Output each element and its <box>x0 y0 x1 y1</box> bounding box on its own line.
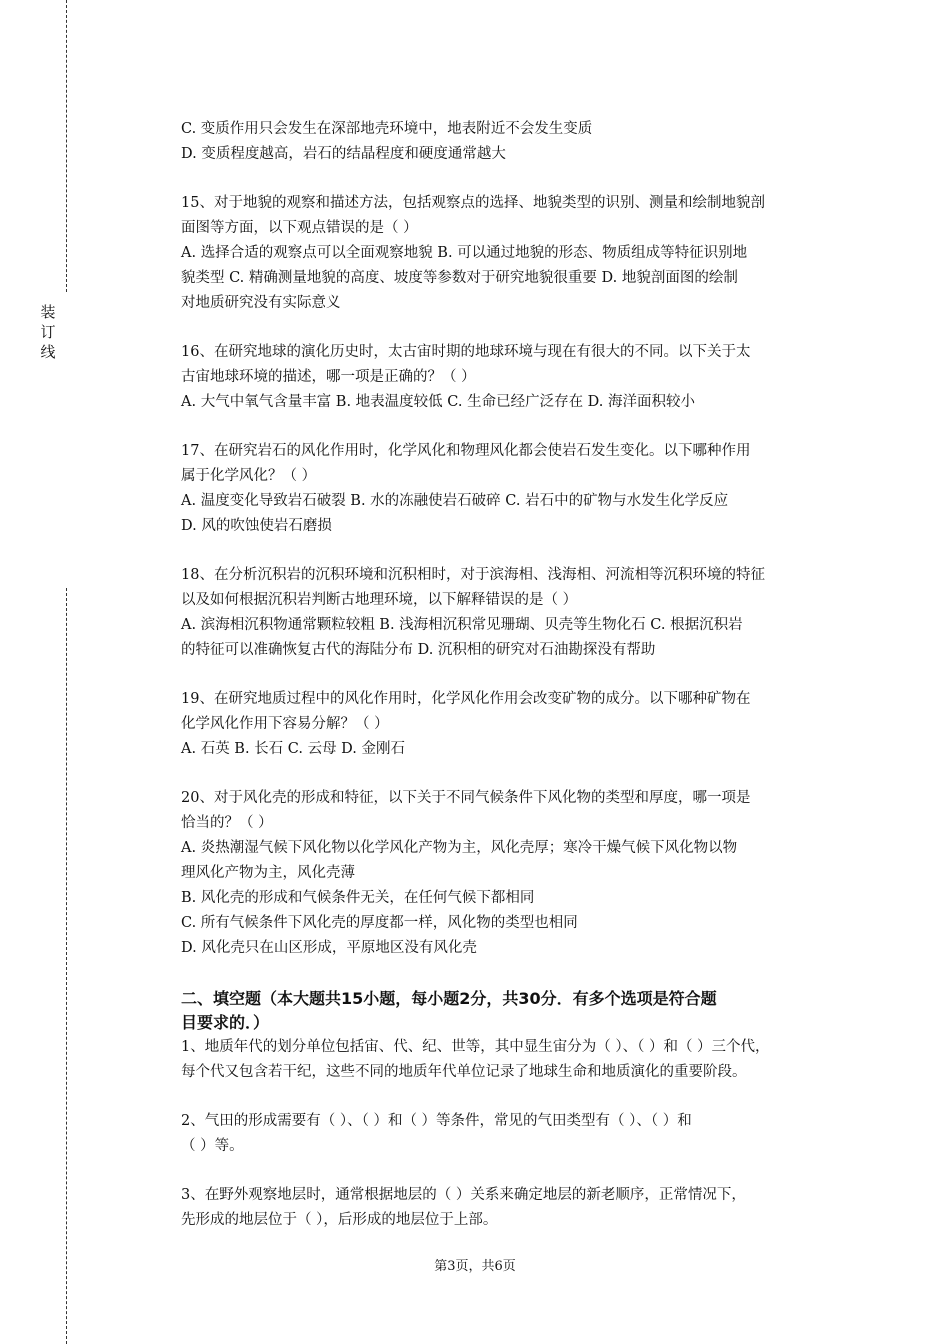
question-line: 19、在研究地质过程中的风化作用时，化学风化作用会改变矿物的成分。以下哪种矿物在 <box>181 691 751 707</box>
question-line: 2、气田的形成需要有（ ）、（ ）和（ ）等条件，常见的气田类型有（ ）、（ ）和 <box>181 1113 692 1129</box>
question-18 <box>181 563 849 663</box>
binding-label <box>38 302 58 362</box>
question-14-options <box>181 117 849 167</box>
binding-label-char: 线 <box>40 343 56 361</box>
binding-dashed-line-top <box>66 0 67 292</box>
exam-content <box>181 117 849 1233</box>
question-line: 化学风化作用下容易分解？（ ） <box>181 716 389 732</box>
fill-blank-1 <box>181 1035 849 1085</box>
question-line: 17、在研究岩石的风化作用时，化学风化和物理风化都会使岩石发生变化。以下哪种作用 <box>181 443 751 459</box>
question-line: 古宙地球环境的描述，哪一项是正确的？（ ） <box>181 369 476 385</box>
option-line: A. 温度变化导致岩石破裂 B. 水的冻融使岩石破碎 C. 岩石中的矿物与水发生化学反应 <box>181 493 729 509</box>
option-line: C. 变质作用只会发生在深部地壳环境中，地表附近不会发生变质 <box>181 121 593 137</box>
question-line: 1、地质年代的划分单位包括宙、代、纪、世等，其中显生宙分为（ ）、（ ）和（ ）三个代， <box>181 1039 770 1055</box>
question-line: 属于化学风化？（ ） <box>181 468 317 484</box>
question-20 <box>181 786 849 961</box>
question-line: 每个代又包含若干纪，这些不同的地质年代单位记录了地球生命和地质演化的重要阶段。 <box>181 1064 747 1080</box>
option-line: 理风化产物为主，风化壳薄 <box>181 865 355 881</box>
binding-dashed-line-bottom <box>66 588 67 1344</box>
question-line: 20、对于风化壳的形成和特征，以下关于不同气候条件下风化物的类型和厚度，哪一项是 <box>181 790 751 806</box>
option-line: A. 石英 B. 长石 C. 云母 D. 金刚石 <box>181 741 406 757</box>
question-19 <box>181 687 849 762</box>
option-line: D. 风的吹蚀使岩石磨损 <box>181 518 332 534</box>
question-line: 18、在分析沉积岩的沉积环境和沉积相时，对于滨海相、浅海相、河流相等沉积环境的特征 <box>181 567 765 583</box>
question-line: 15、对于地貌的观察和描述方法，包括观察点的选择、地貌类型的识别、测量和绘制地貌剖 <box>181 195 765 211</box>
section-title-line: 二、填空题（本大题共15小题，每小题2分，共30分．有多个选项是符合题 <box>181 989 717 1008</box>
option-line: A. 大气中氧气含量丰富 B. 地表温度较低 C. 生命已经广泛存在 D. 海洋面积较小 <box>181 394 696 410</box>
option-line: 的特征可以准确恢复古代的海陆分布 D. 沉积相的研究对石油勘探没有帮助 <box>181 642 656 658</box>
option-line: A. 炎热潮湿气候下风化物以化学风化产物为主，风化壳厚；寒冷干燥气候下风化物以物 <box>181 840 738 856</box>
option-line: A. 选择合适的观察点可以全面观察地貌 B. 可以通过地貌的形态、物质组成等特征识别地 <box>181 245 748 261</box>
question-line: 16、在研究地球的演化历史时，太古宙时期的地球环境与现在有很大的不同。以下关于太 <box>181 344 751 360</box>
section-2-title <box>181 987 849 1035</box>
page-number: 第3页，共6页 <box>434 1259 516 1274</box>
question-line: 以及如何根据沉积岩判断古地理环境，以下解释错误的是（ ） <box>181 592 578 608</box>
question-16 <box>181 340 849 415</box>
question-line: （ ）等。 <box>181 1138 244 1154</box>
section-title-line: 目要求的．） <box>181 1013 270 1032</box>
question-line: 面图等方面，以下观点错误的是（ ） <box>181 220 418 236</box>
question-line: 先形成的地层位于（ ），后形成的地层位于上部。 <box>181 1212 498 1228</box>
question-line: 恰当的？（ ） <box>181 815 273 831</box>
option-line: C. 所有气候条件下风化壳的厚度都一样，风化物的类型也相同 <box>181 915 578 931</box>
option-line: D. 风化壳只在山区形成，平原地区没有风化壳 <box>181 940 477 956</box>
option-line: A. 滨海相沉积物通常颗粒较粗 B. 浅海相沉积常见珊瑚、贝壳等生物化石 C. 根据沉积岩 <box>181 617 743 633</box>
option-line: B. 风化壳的形成和气候条件无关，在任何气候下都相同 <box>181 890 535 906</box>
option-line: 貌类型 C. 精确测量地貌的高度、坡度等参数对于研究地貌很重要 D. 地貌剖面图的绘制 <box>181 270 738 286</box>
option-line: D. 变质程度越高，岩石的结晶程度和硬度通常越大 <box>181 146 506 162</box>
question-17 <box>181 439 849 539</box>
question-line: 3、在野外观察地层时，通常根据地层的（ ）关系来确定地层的新老顺序，正常情况下， <box>181 1187 746 1203</box>
binding-label-char: 订 <box>40 323 56 341</box>
binding-label-char: 装 <box>40 303 56 321</box>
fill-blank-2 <box>181 1109 849 1159</box>
option-line: 对地质研究没有实际意义 <box>181 295 341 311</box>
question-15 <box>181 191 849 316</box>
fill-blank-3 <box>181 1183 849 1233</box>
